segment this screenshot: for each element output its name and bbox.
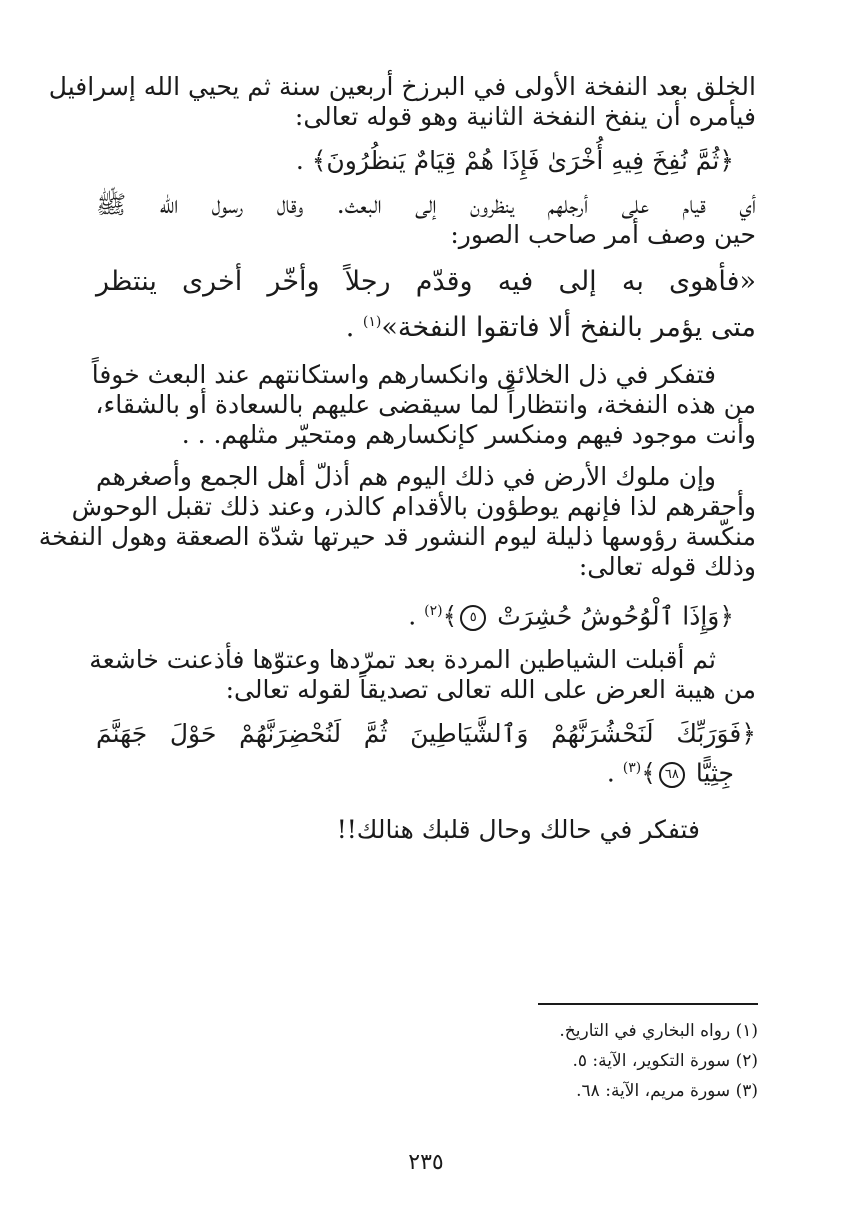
footnote-ref: (١) [362, 314, 382, 330]
text-line: ثم أقبلت الشياطين المردة بعد تمرّدها وعتوّها فأذعنت خاشعة [89, 645, 716, 675]
text-line: وذلك قوله تعالى: [578, 552, 756, 581]
paragraph-israfil [48, 72, 756, 132]
text-line: وأنت موجود فيهم ومنكسر كإنكسارهم ومتحيّر مثلهم. . . [181, 420, 756, 449]
text-line: أي قيام على أرجلهم ينظرون إلى البعث. وقال رسول الله ﷺ [96, 190, 756, 219]
quran-verse-zumar: ﴿ثُمَّ نُفِخَ فِيهِ أُخْرَىٰ فَإِذَا هُمْ قِيَامٌ يَنظُرُونَ﴾ . [295, 146, 734, 175]
text-line: وأحقرهم لذا فإنهم يوطؤون بالأقدام كالذر، وعند ذلك تقبل الوحوش [71, 492, 756, 521]
text-line: وإن ملوك الأرض في ذلك اليوم هم أذلّ أهل الجمع وأصغرهم [96, 462, 716, 491]
hadith-text: متى يؤمر بالنفخ ألا فاتقوا النفخة» [381, 312, 756, 343]
text-line: فتفكر في ذل الخلائق وانكسارهم واستكانتهم عند البعث خوفاً [91, 360, 716, 389]
footnote-item: (١) رواه البخاري في التاريخ. [559, 1021, 758, 1041]
hadith-quote [96, 262, 756, 348]
text-line: منكّسة رؤوسها ذليلة ليوم النشور قد حيرتها شدّة الصعقة وهول النفخة [38, 522, 756, 551]
footnote-ref: (٣) [622, 760, 642, 777]
page-number: ٢٣٥ [408, 1150, 444, 1175]
verse-close: ﴾ [442, 601, 458, 631]
ayah-number-icon: ٥ [460, 605, 486, 631]
page-body [38, 72, 756, 845]
text-line: الخلق بعد النفخة الأولى في البرزخ أربعين سنة ثم يحيي الله إسرافيل [48, 72, 756, 101]
verse-text: ﴿وَإِذَا ٱلْوُحُوشُ حُشِرَتْ [497, 601, 734, 631]
footnote-item: (٢) سورة التكوير، الآية: ٥. [572, 1051, 758, 1071]
verse-line: جِثِيًّا ٦٨﴾$^{(٣)}$ . [606, 758, 734, 788]
paragraph-kings [38, 462, 756, 582]
verse-text: جِثِيًّا [695, 758, 734, 788]
ayah-number-icon: ٦٨ [659, 762, 685, 788]
quran-verse-maryam [96, 717, 756, 790]
text-line: من هيبة العرض على الله تعالى تصديقاً لقوله تعالى: [225, 675, 756, 705]
text-line: من هذه النفخة، وانتظاراً لما سيقضى عليهم بالسعادة أو بالشقاء، [95, 390, 756, 419]
footnote-divider [538, 1003, 758, 1005]
closing-line: فتفكر في حالك وحال قلبك هنالك!! [336, 814, 700, 844]
text-line: حين وصف أمر صاحب الصور: [450, 220, 756, 249]
paragraph-qiyam [96, 190, 756, 250]
paragraph-shayatin [89, 645, 756, 705]
footnote-item: (٣) سورة مريم، الآية: ٦٨. [576, 1081, 758, 1101]
verse-close: ﴾ [641, 758, 656, 788]
verse-line: ﴿فَوَرَبِّكَ لَنَحْشُرَنَّهُمْ وَٱلشَّيَاطِينَ ثُمَّ لَنُحْضِرَنَّهُمْ حَوْلَ جَهَنَّمَ [96, 719, 756, 749]
quran-verse-takwir: ﴿وَإِذَا ٱلْوُحُوشُ حُشِرَتْ ٥﴾$^{(٢)}$ . [408, 601, 734, 631]
hadith-line: «فأهوى به إلى فيه وقدّم رجلاً وأخّر أخرى ينتظر [96, 266, 756, 297]
hadith-line: متى يؤمر بالنفخ ألا فاتقوا النفخة»$^{(١)}$ . [345, 312, 756, 343]
text-line: فيأمره أن ينفخ النفخة الثانية وهو قوله تعالى: [294, 102, 756, 131]
paragraph-tafakkur [91, 360, 756, 450]
footnotes [300, 1016, 758, 1106]
footnote-ref: (٢) [424, 603, 443, 619]
